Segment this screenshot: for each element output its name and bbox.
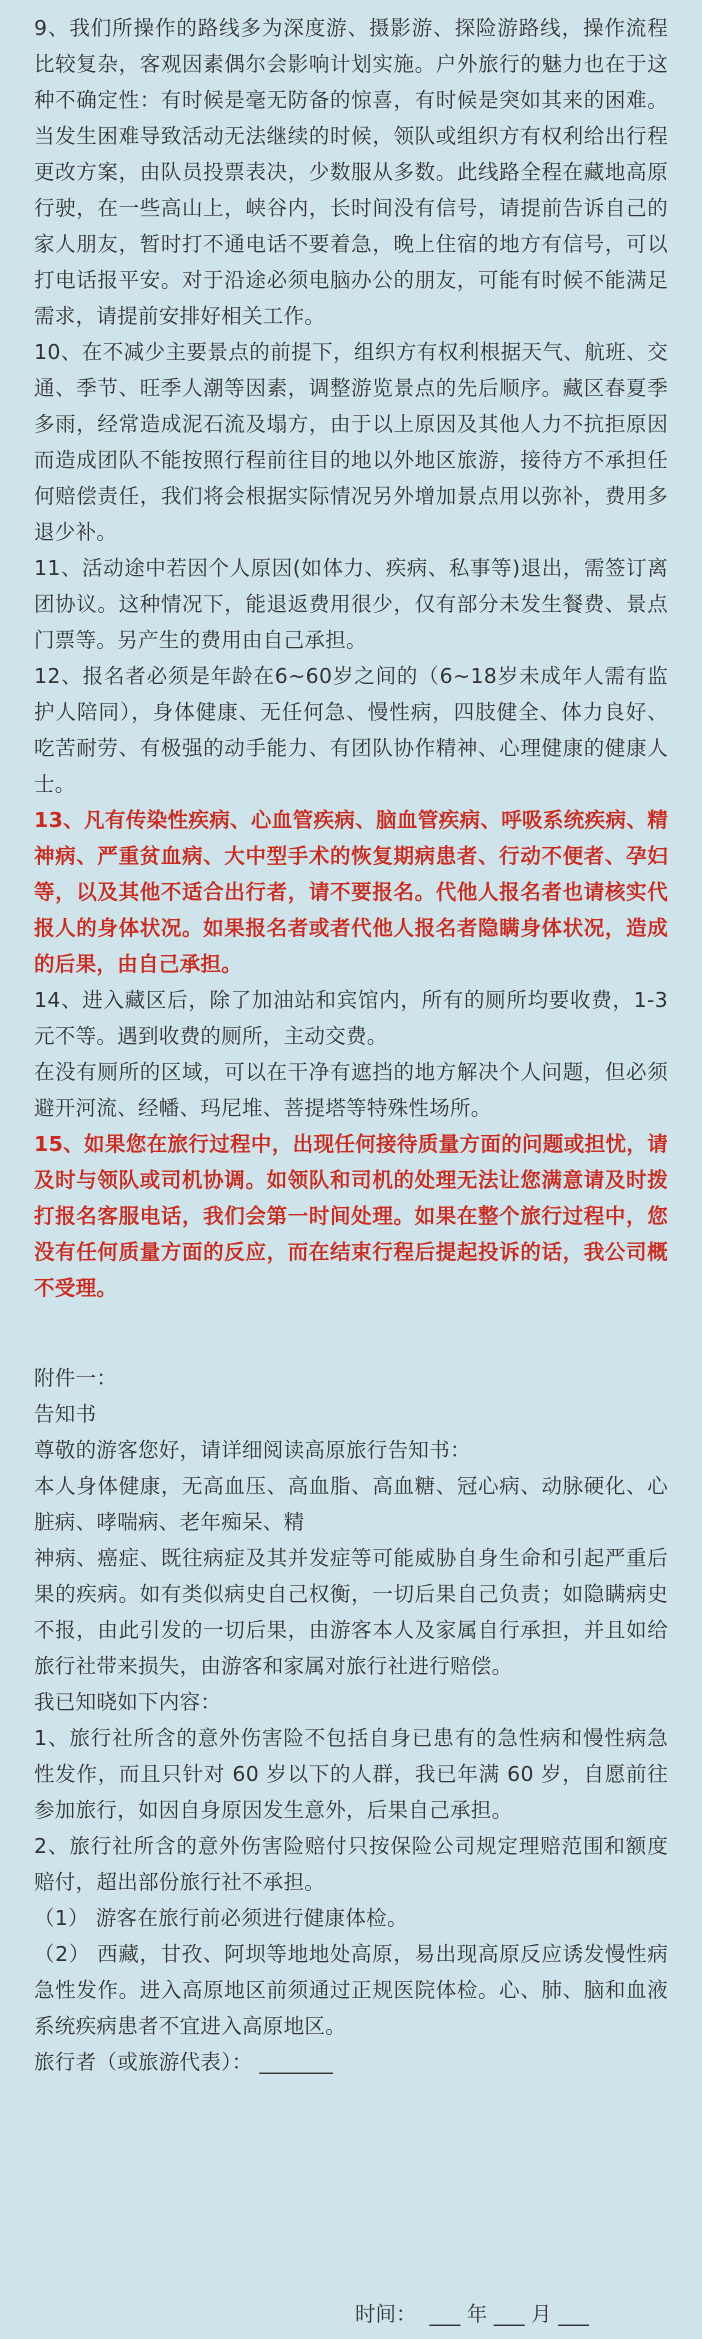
appendix-known: 我已知晓如下内容： <box>34 1690 222 1714</box>
clause-15-warning: 15、如果您在旅行过程中，出现任何接待质量方面的问题或担忧，请及时与领队或司机协调。如领队和司机的处理无法让您满意请及时拨打报名客服电话，我们会第一时间处理。如果在整个旅行过程中，您没有任何质量方面的反应，而在结束行程后提起投诉的话，我公司概不受理。 <box>34 1132 668 1300</box>
section-gap <box>34 1306 668 1360</box>
appendix-item-1: 1、旅行社所含的意外伤害险不包括自身已患有的急性病和慢性病急性发作，而且只针对 60 岁以下的人群，我已年满 60 岁，自愿前往参加旅行，如因自身原因发生意外，后果自己承担。 <box>34 1726 668 1822</box>
clause-9: 9、我们所操作的路线多为深度游、摄影游、探险游路线，操作流程比较复杂，客观因素偶尔会影响计划实施。户外旅行的魅力也在于这种不确定性：有时候是毫无防备的惊喜，有时候是突如其来的困难。当发生困难导致活动无法继续的时候，领队或组织方有权利给出行程更改方案，由队员投票表决，少数服从多数。此线路全程在藏地高原行驶，在一些高山上，峡谷内，长时间没有信号，请提前告诉自己的家人朋友，暂时打不通电话不要着急，晚上住宿的地方有信号，可以打电话报平安。对于沿途必须电脑办公的朋友，可能有时候不能满足需求，请提前安排好相关工作。 <box>34 16 668 328</box>
clause-13-warning: 13、凡有传染性疾病、心血管疾病、脑血管疾病、呼吸系统疾病、精神病、严重贫血病、大中型手术的恢复期病患者、行动不便者、孕妇等，以及其他不适合出行者，请不要报名。代他人报名者也请核实代报人的身体状况。如果报名者或者代他人报名者隐瞒身体状况，造成的后果，由自己承担。 <box>34 808 668 976</box>
clause-14: 14、进入藏区后，除了加油站和宾馆内，所有的厕所均要收费，1-3元不等。遇到收费的厕所，主动交费。 <box>34 988 668 1048</box>
appendix-sub-2: （2） 西藏，甘孜、阿坝等地地处高原，易出现高原反应诱发慢性病急性发作。进入高原地区前须通过正规医院体检。心、肺、脑和血液系统疾病患者不宜进入高原地区。 <box>34 1942 668 2038</box>
appendix-greeting: 尊敬的游客您好，请详细阅读高原旅行告知书： <box>34 1438 471 1462</box>
appendix-subtitle: 告知书 <box>34 1402 97 1426</box>
clause-14-note: 在没有厕所的区域，可以在干净有遮挡的地方解决个人问题，但必须避开河流、经幡、玛尼堆、菩提塔等特殊性场所。 <box>34 1060 668 1120</box>
clause-12: 12、报名者必须是年龄在6~60岁之间的（6~18岁未成年人需有监护人陪同），身体健康、无任何急、慢性病，四肢健全、体力良好、吃苦耐劳、有极强的动手能力、有团队协作精神、心理健康的健康人士。 <box>34 664 668 796</box>
appendix-body-2: 神病、癌症、既往病症及其并发症等可能威胁自身生命和引起严重后果的疾病。如有类似病史自己权衡，一切后果自己负责；如隐瞒病史不报，由此引发的一切后果，由游客本人及家属自行承担，并且如给旅行社带来损失，由游客和家属对旅行社进行赔偿。 <box>34 1546 668 1678</box>
appendix-body-1: 本人身体健康，无高血压、高血脂、高血糖、冠心病、动脉硬化、心脏病、哮喘病、老年痴呆、精 <box>34 1474 668 1534</box>
appendix-item-2: 2、旅行社所含的意外伤害险赔付只按保险公司规定理赔范围和额度赔付，超出部份旅行社不承担。 <box>34 1834 668 1894</box>
appendix-title: 附件一： <box>34 1366 118 1390</box>
clause-10: 10、在不减少主要景点的前提下，组织方有权利根据天气、航班、交通、季节、旺季人潮等因素，调整游览景点的先后顺序。藏区春夏季多雨，经常造成泥石流及塌方，由于以上原因及其他人力不抗拒原因而造成团队不能按照行程前往目的地以外地区旅游，接待方不承担任何赔偿责任，我们将会根据实际情况另外增加景点用以弥补，费用多退少补。 <box>34 340 668 544</box>
date-line: 时间： ___ 年 ___ 月 ___ <box>355 2302 589 2326</box>
signer-line: 旅行者（或旅游代表）： _______ <box>34 2050 334 2074</box>
appendix-sub-1: （1） 游客在旅行前必须进行健康体检。 <box>34 1906 408 1930</box>
clause-11: 11、活动途中若因个人原因(如体力、疾病、私事等)退出，需签订离团协议。这种情况下，能退返费用很少，仅有部分未发生餐费、景点门票等。另产生的费用由自己承担。 <box>34 556 668 652</box>
